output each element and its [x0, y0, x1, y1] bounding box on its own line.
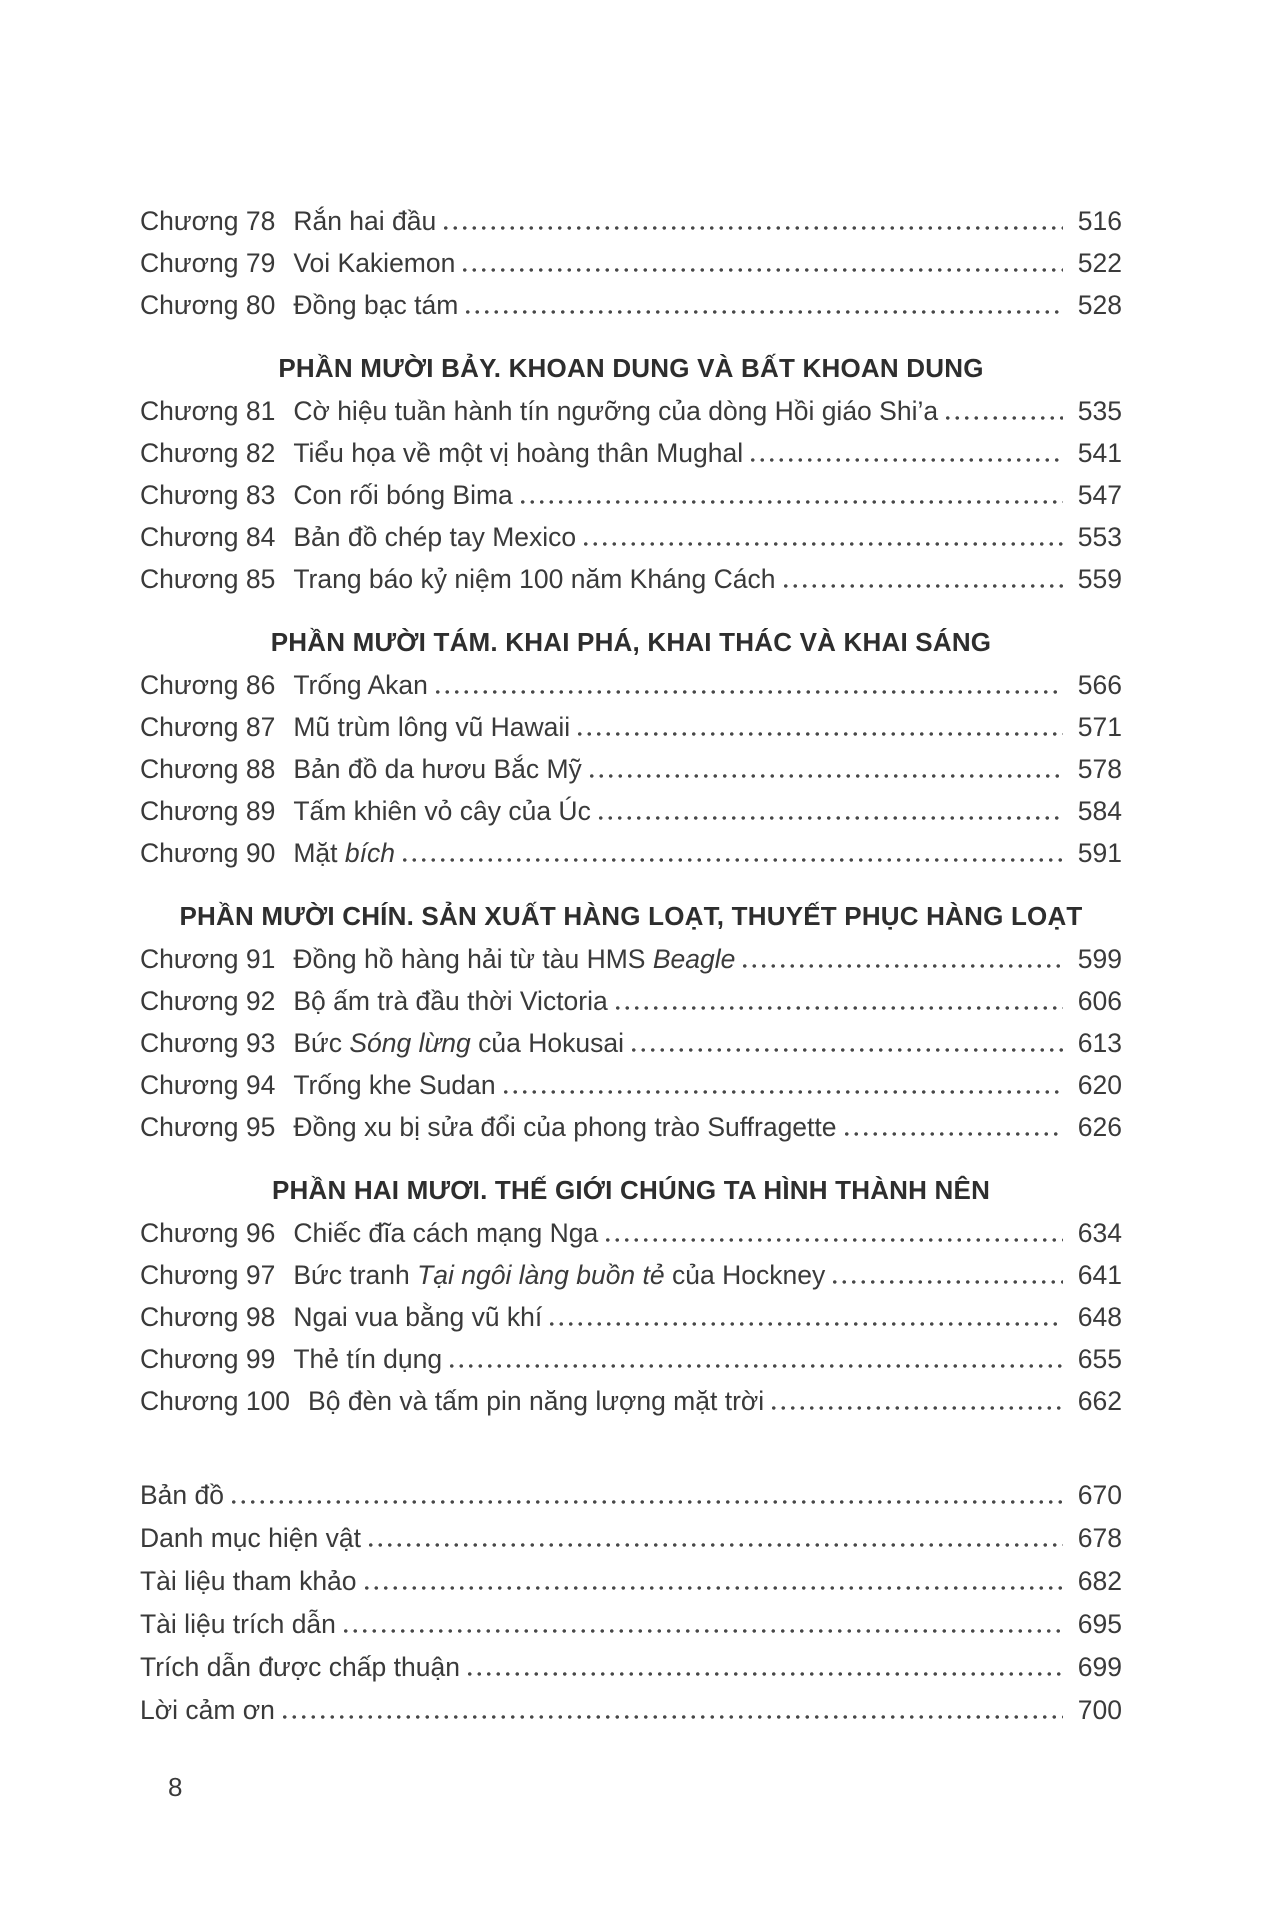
toc-row — [140, 986, 1122, 1028]
page-number: 547 — [1077, 480, 1122, 510]
toc-row — [140, 480, 1122, 522]
chapter-label: Chương 93 — [140, 1028, 276, 1058]
chapter-label: Chương 83 — [140, 480, 276, 510]
chapter-title — [293, 564, 775, 595]
chapter-label: Chương 99 — [140, 1344, 276, 1374]
dot-leader — [501, 1090, 1063, 1094]
page-number: 634 — [1077, 1218, 1122, 1248]
chapter-title — [293, 986, 607, 1017]
page-number: 559 — [1077, 564, 1122, 594]
chapter-label: Chương 98 — [140, 1302, 276, 1332]
dot-leader — [943, 416, 1063, 420]
title-segment: Lời cảm ơn — [140, 1695, 275, 1725]
page-number: 699 — [1077, 1652, 1122, 1682]
chapter-label: Chương 79 — [140, 248, 276, 278]
toc-row — [140, 522, 1122, 564]
page-number: 678 — [1077, 1523, 1122, 1553]
chapter-label: Chương 89 — [140, 796, 276, 826]
chapter-title — [293, 944, 735, 975]
back-matter-title — [140, 1695, 275, 1726]
dot-leader — [613, 1006, 1063, 1010]
toc-row — [140, 1302, 1122, 1344]
page-number: 641 — [1077, 1260, 1122, 1290]
toc-row — [140, 1609, 1122, 1652]
chapter-label: Chương 84 — [140, 522, 276, 552]
title-segment: Đồng hồ hàng hải từ tàu HMS — [293, 944, 653, 974]
dot-leader — [280, 1715, 1063, 1719]
dot-leader — [842, 1132, 1063, 1136]
toc-row — [140, 944, 1122, 986]
page-number: 655 — [1077, 1344, 1122, 1374]
title-segment: Beagle — [652, 944, 736, 974]
chapter-label: Chương 90 — [140, 838, 276, 868]
toc-row — [140, 1523, 1122, 1566]
title-segment: Tiểu họa về một vị hoàng thân Mughal — [293, 438, 744, 468]
page-number: 695 — [1077, 1609, 1122, 1639]
page-number: 516 — [1077, 206, 1122, 236]
dot-leader — [830, 1280, 1063, 1284]
chapter-title — [293, 754, 582, 785]
toc-row — [140, 1652, 1122, 1695]
page-number: 682 — [1077, 1566, 1122, 1596]
section-header: PHẦN MƯỜI CHÍN. SẢN XUẤT HÀNG LOẠT, THUYẾT PHỤC HÀNG LOẠT — [179, 901, 1083, 931]
toc-row — [140, 396, 1122, 438]
chapter-label: Chương 81 — [140, 396, 276, 426]
dot-leader — [740, 964, 1063, 968]
chapter-title — [293, 1112, 836, 1143]
page-number: 606 — [1077, 986, 1122, 1016]
title-segment: Đồng xu bị sửa đổi của phong trào Suffragette — [293, 1112, 837, 1142]
chapter-title — [293, 1260, 825, 1291]
toc-row — [140, 1028, 1122, 1070]
page-number: 670 — [1077, 1480, 1122, 1510]
chapter-label: Chương 100 — [140, 1386, 291, 1416]
title-segment: Bản đồ — [140, 1480, 224, 1510]
chapter-title — [293, 248, 455, 279]
page-footer-number: 8 — [168, 1772, 183, 1802]
page-number: 541 — [1077, 438, 1122, 468]
title-segment: Chiếc đĩa cách mạng Nga — [293, 1218, 599, 1248]
chapter-label: Chương 95 — [140, 1112, 276, 1142]
dot-leader — [596, 816, 1063, 820]
back-matter-title — [140, 1609, 336, 1640]
section-header: PHẦN MƯỜI BẢY. KHOAN DUNG VÀ BẤT KHOAN DUNG — [278, 353, 984, 383]
dot-leader — [465, 1672, 1063, 1676]
toc-row — [140, 1695, 1122, 1738]
chapter-label: Chương 86 — [140, 670, 276, 700]
title-segment: Danh mục hiện vật — [140, 1523, 361, 1553]
title-segment: Bản đồ chép tay Mexico — [293, 522, 577, 552]
dot-leader — [229, 1500, 1063, 1504]
page-number: 578 — [1077, 754, 1122, 784]
chapter-title — [293, 1070, 495, 1101]
toc-row — [140, 1218, 1122, 1260]
chapter-title — [293, 206, 436, 237]
toc-row — [140, 1344, 1122, 1386]
dot-leader — [581, 542, 1063, 546]
chapter-label: Chương 78 — [140, 206, 276, 236]
dot-leader — [518, 500, 1063, 504]
dot-leader — [460, 268, 1063, 272]
dot-leader — [781, 584, 1063, 588]
title-segment: Bản đồ da hươu Bắc Mỹ — [293, 754, 582, 784]
title-segment: Voi Kakiemon — [293, 248, 456, 278]
page-number: 626 — [1077, 1112, 1122, 1142]
toc-row — [140, 670, 1122, 712]
dot-leader — [362, 1586, 1063, 1590]
title-segment: của Hokusai — [470, 1028, 624, 1058]
chapter-label: Chương 85 — [140, 564, 276, 594]
page-number: 553 — [1077, 522, 1122, 552]
toc-row — [140, 438, 1122, 480]
chapter-title — [293, 712, 570, 743]
title-segment: Bộ ấm trà đầu thời Victoria — [293, 986, 608, 1016]
title-segment: Trống Akan — [293, 670, 428, 700]
toc-row — [140, 838, 1122, 880]
title-segment: Bức — [293, 1028, 350, 1058]
page-number: 591 — [1077, 838, 1122, 868]
toc-row — [140, 712, 1122, 754]
title-segment: Tại ngôi làng buồn tẻ — [417, 1260, 665, 1290]
chapter-title — [293, 1218, 598, 1249]
chapter-label: Chương 82 — [140, 438, 276, 468]
dot-leader — [629, 1048, 1063, 1052]
toc-back-matter — [140, 1480, 1122, 1738]
page-number: 535 — [1077, 396, 1122, 426]
page-number: 584 — [1077, 796, 1122, 826]
toc-row — [140, 206, 1122, 248]
title-segment: Thẻ tín dụng — [293, 1344, 443, 1374]
title-segment: Tài liệu trích dẫn — [140, 1609, 336, 1639]
title-segment: Tấm khiên vỏ cây của Úc — [293, 796, 591, 826]
dot-leader — [341, 1629, 1063, 1633]
chapter-title — [293, 796, 591, 827]
toc-row — [140, 1386, 1122, 1428]
title-segment: Trích dẫn được chấp thuận — [140, 1652, 460, 1682]
dot-leader — [603, 1238, 1063, 1242]
toc-row — [140, 1566, 1122, 1609]
title-segment: Cờ hiệu tuần hành tín ngưỡng của dòng Hồi giáo Shi’a — [293, 396, 939, 426]
chapter-label: Chương 92 — [140, 986, 276, 1016]
toc-row — [140, 248, 1122, 290]
chapter-label: Chương 88 — [140, 754, 276, 784]
chapter-title — [293, 396, 938, 427]
chapter-title — [293, 290, 458, 321]
chapter-label: Chương 97 — [140, 1260, 276, 1290]
toc-row — [140, 1480, 1122, 1523]
dot-leader — [400, 858, 1063, 862]
title-segment: của Hockney — [664, 1260, 826, 1290]
title-segment: Đồng bạc tám — [293, 290, 459, 320]
chapter-title — [293, 1344, 442, 1375]
toc-row — [140, 290, 1122, 332]
dot-leader — [748, 458, 1063, 462]
title-segment: Mũ trùm lông vũ Hawaii — [293, 712, 571, 742]
page-number: 700 — [1077, 1695, 1122, 1725]
back-matter-title — [140, 1652, 460, 1683]
title-segment: Rắn hai đầu — [293, 206, 437, 236]
chapter-title — [293, 438, 743, 469]
dot-leader — [769, 1406, 1063, 1410]
dot-leader — [587, 774, 1063, 778]
dot-leader — [575, 732, 1063, 736]
toc-sections — [140, 206, 1122, 1428]
chapter-label: Chương 87 — [140, 712, 276, 742]
chapter-label: Chương 80 — [140, 290, 276, 320]
chapter-title — [293, 670, 428, 701]
chapter-title — [293, 480, 512, 511]
page-number: 648 — [1077, 1302, 1122, 1332]
dot-leader — [547, 1322, 1063, 1326]
title-segment: Bộ đèn và tấm pin năng lượng mặt trời — [308, 1386, 765, 1416]
chapter-label: Chương 94 — [140, 1070, 276, 1100]
dot-leader — [441, 226, 1063, 230]
back-matter-title — [140, 1523, 361, 1554]
dot-leader — [463, 310, 1063, 314]
back-matter-title — [140, 1566, 357, 1597]
toc-row — [140, 1112, 1122, 1154]
chapter-label: Chương 91 — [140, 944, 276, 974]
page-number: 571 — [1077, 712, 1122, 742]
page-number: 599 — [1077, 944, 1122, 974]
chapter-title — [308, 1386, 764, 1417]
chapter-label: Chương 96 — [140, 1218, 276, 1248]
toc-content — [140, 206, 1122, 1738]
toc-row — [140, 754, 1122, 796]
page-number: 620 — [1077, 1070, 1122, 1100]
toc-row — [140, 564, 1122, 606]
page-number: 613 — [1077, 1028, 1122, 1058]
title-segment: Sóng lừng — [349, 1028, 471, 1058]
page-number: 528 — [1077, 290, 1122, 320]
dot-leader — [447, 1364, 1063, 1368]
toc-row — [140, 1070, 1122, 1112]
chapter-title — [293, 522, 576, 553]
title-segment: Bức tranh — [293, 1260, 418, 1290]
title-segment: Tài liệu tham khảo — [140, 1566, 357, 1596]
toc-row — [140, 796, 1122, 838]
chapter-title — [293, 1028, 624, 1059]
title-segment: Trống khe Sudan — [293, 1070, 496, 1100]
title-segment: Con rối bóng Bima — [293, 480, 513, 510]
page-number: 522 — [1077, 248, 1122, 278]
title-segment: Ngai vua bằng vũ khí — [293, 1302, 543, 1332]
dot-leader — [433, 690, 1063, 694]
title-segment: Mặt — [293, 838, 345, 868]
page-number: 662 — [1077, 1386, 1122, 1416]
page-number: 566 — [1077, 670, 1122, 700]
back-matter-title — [140, 1480, 224, 1511]
toc-row — [140, 1260, 1122, 1302]
title-segment: bích — [344, 838, 395, 868]
dot-leader — [366, 1543, 1063, 1547]
title-segment: Trang báo kỷ niệm 100 năm Kháng Cách — [293, 564, 776, 594]
section-header: PHẦN HAI MƯƠI. THẾ GIỚI CHÚNG TA HÌNH THÀNH NÊN — [271, 1175, 991, 1205]
chapter-title — [293, 1302, 542, 1333]
section-header: PHẦN MƯỜI TÁM. KHAI PHÁ, KHAI THÁC VÀ KHAI SÁNG — [270, 627, 992, 657]
chapter-title — [293, 838, 395, 869]
